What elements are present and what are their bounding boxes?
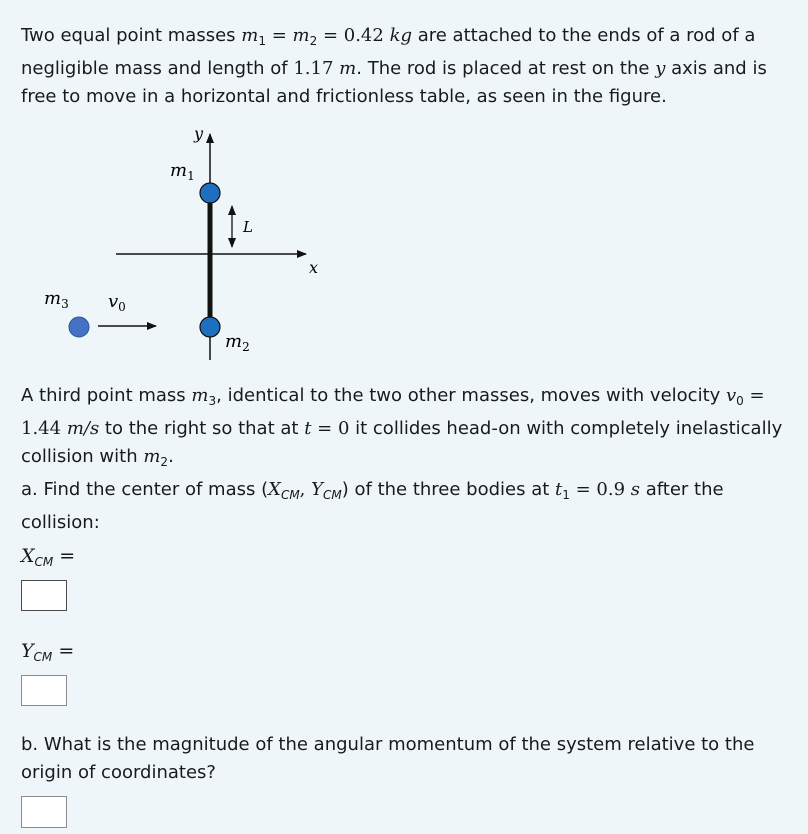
xcm-label-equals: = <box>53 545 76 567</box>
m2-subscript-2: 2 <box>160 455 169 469</box>
m1-label: $m_1$ <box>170 160 195 183</box>
length-label: L <box>243 218 253 236</box>
mass-m1 <box>200 183 220 203</box>
x-axis-label: x <box>309 258 319 277</box>
angular-momentum-input[interactable] <box>21 796 67 828</box>
y-axis-label: y <box>194 124 204 143</box>
ycm-label-equals: = <box>52 640 75 662</box>
ycm-label-subscript: CM <box>33 650 53 664</box>
equals-sign: = <box>265 25 293 46</box>
length-value: 1.17 <box>293 58 340 79</box>
m3-subscript: 3 <box>208 394 217 408</box>
xcm-label-subscript: CM <box>34 555 54 569</box>
para2-text-2: , identical to the two other masses, moves with velocity <box>216 385 726 406</box>
m2-symbol: m <box>292 25 310 46</box>
t1-symbol: t <box>555 479 563 500</box>
m2-label: $m_2$ <box>225 331 250 354</box>
intro-text: Two equal point masses <box>21 25 242 46</box>
part-a-text-2: ) of the three bodies at <box>341 479 556 500</box>
intro-text-3: . The rod is placed at rest on the <box>356 58 656 79</box>
kg-unit: kg <box>389 25 412 46</box>
time-value: = 0.9 <box>569 479 631 500</box>
para2-text: A third point mass <box>21 385 192 406</box>
para2-text-3: to the right so that at <box>99 418 305 439</box>
ycm-label <box>21 640 74 664</box>
t-symbol: t <box>304 418 312 439</box>
ycm-symbol: Y <box>311 479 324 500</box>
part-b-text: b. What is the magnitude of the angular momentum of the system relative to the origin of coordinates? <box>21 734 755 783</box>
m3-label: $m_3$ <box>44 288 69 311</box>
xcm-label-symbol: X <box>21 545 35 567</box>
v0-label: $v_0$ <box>108 291 126 314</box>
ycm-answer-input[interactable] <box>21 675 67 706</box>
mass-value: = 0.42 <box>317 25 390 46</box>
intro-text-4: axis and is free to move in a horizontal and frictionless table, as seen in the figure. <box>21 58 767 107</box>
m3-symbol: m <box>191 385 209 406</box>
xcm-label <box>21 545 75 569</box>
velocity-unit: m/s <box>66 418 100 439</box>
v0-symbol: v <box>726 385 737 406</box>
m2-symbol-2: m <box>143 446 161 467</box>
part-a-question <box>21 476 801 537</box>
m2-subscript: 2 <box>309 34 318 48</box>
v0-subscript: 0 <box>736 394 744 408</box>
t-value: = 0 <box>311 418 350 439</box>
xcm-subscript: CM <box>280 488 300 502</box>
mass-m3 <box>69 317 89 337</box>
m1-symbol: m <box>241 25 259 46</box>
period: . <box>168 446 174 467</box>
t1-subscript: 1 <box>562 488 570 502</box>
xcm-symbol: X <box>268 479 281 500</box>
collision-paragraph <box>21 382 801 476</box>
intro-text-2: are attached to the ends of a rod of a negligible mass and length of <box>21 25 756 79</box>
part-b-question <box>21 731 801 787</box>
intro-paragraph <box>21 22 801 111</box>
velocity-value: = 1.44 <box>21 385 765 439</box>
physics-figure <box>0 120 808 370</box>
para2-text-4: it collides head-on with completely inelastically collision with <box>21 418 783 467</box>
y-symbol: y <box>655 58 666 79</box>
ycm-subscript: CM <box>323 488 342 502</box>
part-a-text: a. Find the center of mass ( <box>21 479 269 500</box>
ycm-label-symbol: Y <box>21 640 34 662</box>
m-unit: m <box>339 58 357 79</box>
part-a-text-3: after the collision: <box>21 479 724 533</box>
xcm-answer-input[interactable] <box>21 580 67 611</box>
comma: , <box>299 479 312 500</box>
mass-m2 <box>200 317 220 337</box>
time-unit: s <box>630 479 641 500</box>
m1-subscript: 1 <box>258 34 266 48</box>
